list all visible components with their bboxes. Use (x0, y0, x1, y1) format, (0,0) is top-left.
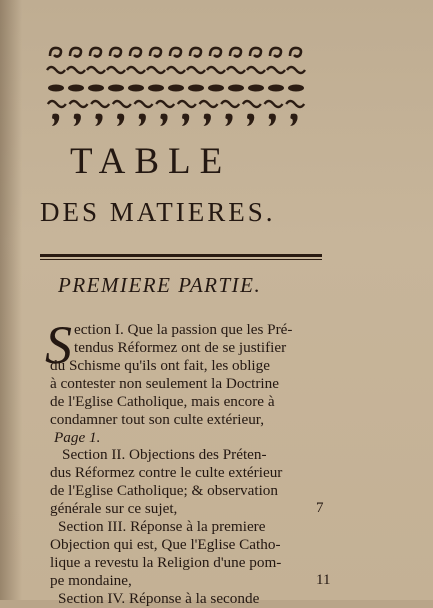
ornament-glyph (243, 101, 261, 107)
toc-line: ection I. Que la passion que les Pré- (74, 321, 293, 338)
ornament-glyph (248, 85, 264, 92)
ornament-glyph (108, 85, 124, 92)
ornament-glyph (250, 48, 261, 57)
ornament-glyph (269, 114, 276, 126)
toc-line: pe mondaine, (50, 572, 132, 589)
ornament-glyph (147, 67, 165, 73)
ornament-glyph (70, 48, 81, 57)
ornament-glyph (188, 85, 204, 92)
toc-line: Section III. Réponse à la premiere (58, 518, 266, 535)
ornament-glyph (139, 114, 146, 126)
page-number: 7 (316, 500, 324, 516)
ornament-glyph (210, 48, 221, 57)
ornament-glyph (208, 85, 224, 92)
ornament-glyph (90, 48, 101, 57)
ornament-glyph (70, 101, 88, 107)
ornament-glyph (52, 114, 59, 126)
ornament-glyph (268, 85, 284, 92)
ornament-glyph (178, 101, 196, 107)
toc-line: Section II. Objections des Préten- (62, 446, 267, 463)
ornament-glyph (47, 67, 65, 73)
toc-line: de l'Eglise Catholique; & observation (50, 482, 278, 499)
ornament-glyph (167, 67, 185, 73)
ornament-glyph (48, 85, 64, 92)
ornament-glyph (182, 114, 189, 126)
toc-line: lique a revestu la Religion d'une pom- (50, 554, 282, 571)
toc-line: de l'Eglise Catholique, mais encore à (50, 393, 275, 410)
toc-line: tendus Réformez ont de se justifier (74, 339, 287, 356)
ornament-glyph (91, 101, 109, 107)
ornament-glyph (227, 67, 245, 73)
ornament-glyph (128, 85, 144, 92)
ornament-glyph (113, 101, 131, 107)
ornament-glyph (221, 101, 239, 107)
ornament-glyph (228, 85, 244, 92)
ornament-glyph (67, 67, 85, 73)
ornament-glyph (247, 67, 265, 73)
ornament-glyph (160, 114, 167, 126)
ornament-glyph (287, 67, 305, 73)
ornament-glyph (130, 48, 141, 57)
page-number: 11 (316, 572, 331, 588)
ornament-glyph (230, 48, 241, 57)
ornament-glyph (156, 101, 174, 107)
ornament-glyph (265, 101, 283, 107)
ornament-glyph (68, 85, 84, 92)
drop-cap: S (45, 315, 72, 375)
ornament-glyph (290, 114, 297, 126)
ornament-glyph (127, 67, 145, 73)
ornament-glyph (204, 114, 211, 126)
ornament-glyph (207, 67, 225, 73)
ornamental-headpiece (40, 40, 310, 132)
ornament-glyph (267, 67, 285, 73)
ornament-glyph (200, 101, 218, 107)
ornament-glyph (286, 101, 304, 107)
ornament-glyph (168, 85, 184, 92)
ornament-glyph (270, 48, 281, 57)
part-heading: PREMIERE PARTIE. (58, 273, 262, 297)
ornament-glyph (225, 114, 232, 126)
toc-line: à contester non seulement la Doctrine (50, 375, 279, 392)
spine-shadow (0, 0, 22, 600)
ornament-glyph (247, 114, 254, 126)
divider-thin (40, 259, 322, 260)
ornament-glyph (50, 48, 61, 57)
ornament-glyph (88, 85, 104, 92)
ornament-glyph (87, 67, 105, 73)
ornament-glyph (48, 101, 66, 107)
ornament-glyph (107, 67, 125, 73)
toc-line: Objection qui est, Que l'Eglise Catho- (50, 536, 281, 553)
page-number: Page 1. (54, 429, 101, 446)
ornament-glyph (74, 114, 81, 126)
toc-line: générale sur ce sujet, (50, 500, 178, 517)
ornament-glyph (117, 114, 124, 126)
toc-line: du Schisme qu'ils ont fait, les oblige (50, 357, 270, 374)
ornament-glyph (95, 114, 102, 126)
ornament-glyph (288, 85, 304, 92)
toc-line: condamner tout son culte extérieur, (50, 411, 265, 428)
ornament-glyph (187, 67, 205, 73)
page-subtitle: DES MATIERES. (40, 197, 276, 227)
ornament-glyph (135, 101, 153, 107)
toc-line: dus Réformez contre le culte extérieur (50, 464, 283, 481)
toc-line: Section IV. Réponse à la seconde (58, 590, 260, 607)
ornament-glyph (150, 48, 161, 57)
page-title: TABLE (70, 141, 232, 182)
ornament-glyph (110, 48, 121, 57)
ornament-glyph (170, 48, 181, 57)
divider-thick (40, 254, 322, 257)
ornament-glyph (190, 48, 201, 57)
ornament-glyph (148, 85, 164, 92)
ornament-glyph (290, 48, 301, 57)
